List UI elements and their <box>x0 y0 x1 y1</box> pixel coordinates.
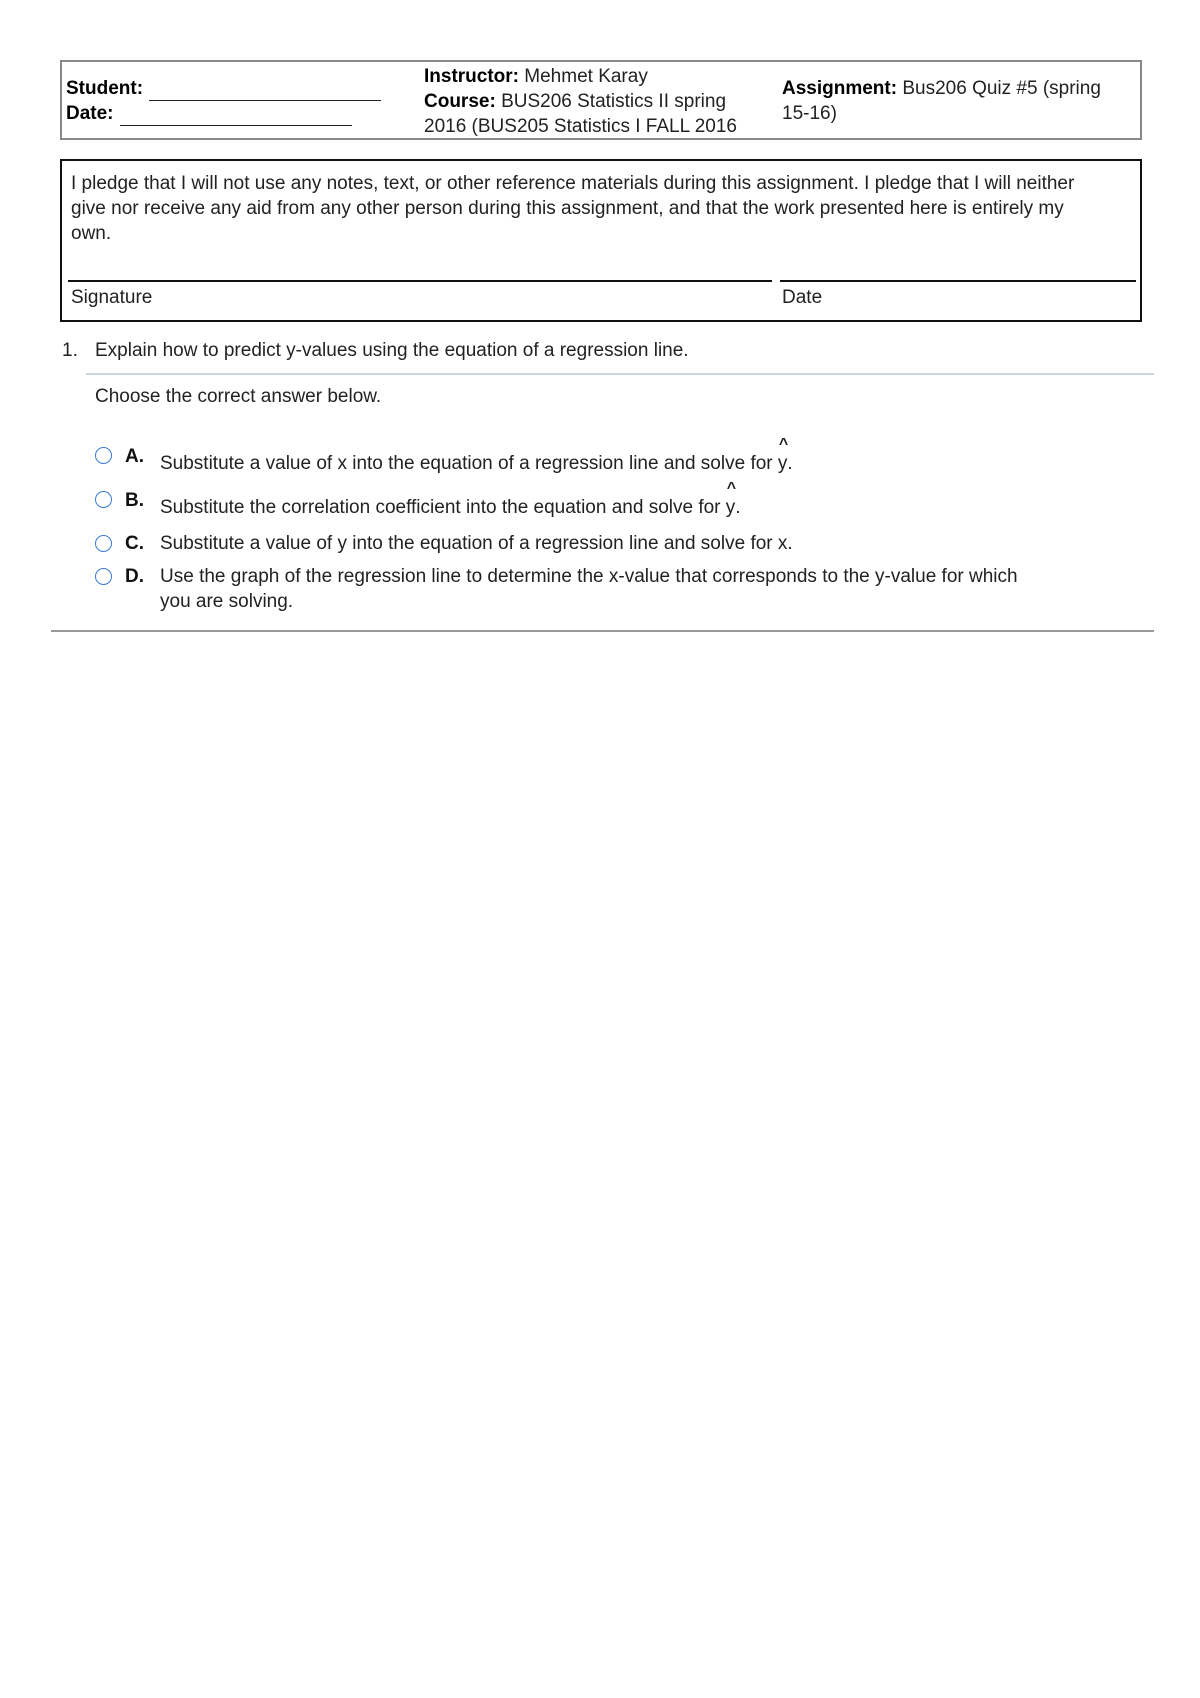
option-text-d <box>160 564 1080 614</box>
question-number: 1. <box>62 340 78 361</box>
date-blank <box>120 107 352 126</box>
option-letter-d: D. <box>125 566 144 587</box>
pledge-line-1: I pledge that I will not use any notes, text, or other reference materials during this assignment. I pledge that I will neither <box>71 173 1075 194</box>
option-text-d-line2: you are solving. <box>160 591 294 612</box>
radio-button-c[interactable] <box>95 535 112 552</box>
assignment-info <box>782 76 1127 126</box>
option-text-d-line1: Use the graph of the regression line to determine the x-value that corresponds to the y-value for which <box>160 566 1018 587</box>
assignment-value-line2: 15-16) <box>782 103 837 124</box>
course-row <box>424 89 759 114</box>
option-end-b: . <box>735 497 741 518</box>
instructor-label: Instructor: <box>424 66 519 87</box>
student-label: Student: <box>66 78 144 99</box>
y-var-a: y <box>777 453 788 474</box>
signature-label: Signature <box>71 287 153 308</box>
option-text-a-body: Substitute a value of x into the equation of a regression line and solve for <box>160 453 778 474</box>
option-letter-b: B. <box>125 490 144 511</box>
question-divider <box>86 373 1154 375</box>
instructor-course-info <box>424 64 759 139</box>
pledge-date-label: Date <box>782 287 823 308</box>
instructor-row <box>424 64 759 89</box>
course-value-line1: BUS206 Statistics II spring <box>501 91 727 112</box>
date-signature-line <box>780 280 1136 282</box>
radio-button-b[interactable] <box>95 491 112 508</box>
question-bottom-rule <box>51 630 1154 632</box>
option-text-c: Substitute a value of y into the equation of a regression line and solve for x. <box>160 533 793 554</box>
honor-pledge-box <box>60 159 1142 322</box>
student-name-blank <box>149 82 381 101</box>
hat-mark-b: ^ <box>726 480 737 497</box>
y-var-b: y <box>725 497 736 518</box>
pledge-line-2: give nor receive any aid from any other person during this assignment, and that the work presented here is entirely my <box>71 198 1064 219</box>
question-text: Explain how to predict y-values using the equation of a regression line. <box>95 340 689 361</box>
instructor-name: Mehmet Karay <box>524 66 648 87</box>
assignment-header <box>60 60 1142 140</box>
option-text-a <box>160 436 1080 476</box>
date-label: Date: <box>66 103 114 124</box>
radio-button-d[interactable] <box>95 568 112 585</box>
radio-button-a[interactable] <box>95 447 112 464</box>
signature-line <box>68 280 772 282</box>
option-letter-c: C. <box>125 533 144 554</box>
assignment-row <box>782 76 1127 101</box>
assignment-value-line1: Bus206 Quiz #5 (spring <box>902 78 1101 99</box>
student-info <box>66 76 381 126</box>
date-row <box>66 101 381 126</box>
option-letter-a: A. <box>125 446 144 467</box>
option-text-b-body: Substitute the correlation coefficient into the equation and solve for <box>160 497 726 518</box>
question-instruction: Choose the correct answer below. <box>95 386 382 407</box>
course-value-line2: 2016 (BUS205 Statistics I FALL 2016 <box>424 116 737 137</box>
option-end-a: . <box>787 453 793 474</box>
pledge-text <box>71 171 1131 246</box>
option-text-b <box>160 480 1080 520</box>
hat-mark-a: ^ <box>778 436 789 453</box>
pledge-line-3: own. <box>71 223 112 244</box>
assignment-label: Assignment: <box>782 78 898 99</box>
y-hat-symbol-b <box>725 480 737 520</box>
course-label: Course: <box>424 91 496 112</box>
student-row <box>66 76 381 101</box>
y-hat-symbol-a <box>777 436 789 476</box>
